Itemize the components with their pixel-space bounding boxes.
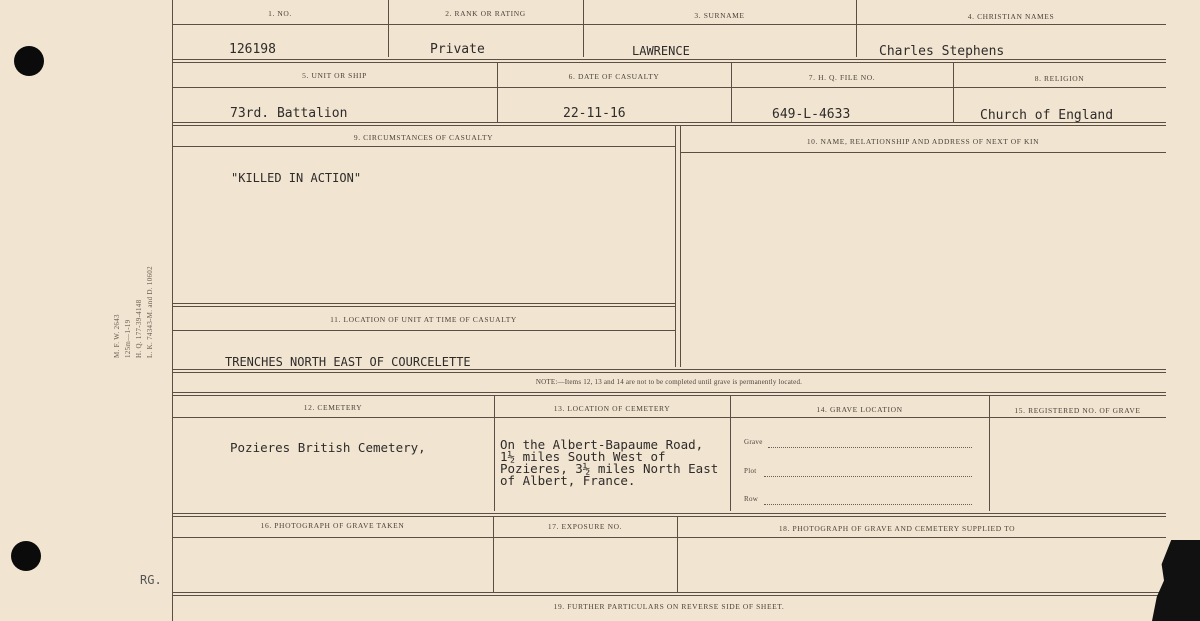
- label-location-cemetery: 13. LOCATION OF CEMETERY: [553, 404, 671, 413]
- divider: [680, 152, 1166, 153]
- divider: [172, 513, 1166, 517]
- row-dotted-line: [764, 503, 972, 505]
- value-rank: Private: [430, 42, 485, 57]
- value-location-cemetery: On the Albert-Bapaume Road, 1½ miles South West of Pozieres, 3½ miles North East of Albert, France.: [500, 437, 719, 488]
- label-location-unit: 11. LOCATION OF UNIT AT TIME OF CASUALTY: [330, 315, 517, 324]
- value-hq-file: 649-L-4633: [772, 107, 851, 122]
- divider: [680, 125, 681, 367]
- printer-marks: M. F. W. 2643 125m—1-19 H. Q. 177-39-4148 L. K. 74343-M. and D. 10602: [113, 266, 154, 358]
- label-no: 1. NO.: [268, 9, 292, 18]
- label-christian-names: 4. CHRISTIAN NAMES: [967, 12, 1055, 21]
- label-circumstances: 9. CIRCUMSTANCES OF CASUALTY: [353, 133, 494, 142]
- label-exposure: 17. EXPOSURE NO.: [547, 522, 623, 531]
- label-cemetery: 12. CEMETERY: [303, 403, 363, 412]
- divider: [675, 125, 676, 367]
- divider: [172, 303, 675, 307]
- divider: [172, 417, 1166, 418]
- value-christian-names: Charles Stephens: [879, 44, 1005, 59]
- value-date-casualty: 22-11-16: [563, 106, 626, 121]
- divider: [583, 0, 584, 57]
- damaged-corner: [1152, 540, 1200, 621]
- row-label: Row: [744, 495, 759, 503]
- label-surname: 3. SURNAME: [694, 11, 745, 20]
- rg-mark: RG.: [140, 573, 162, 587]
- divider: [731, 62, 732, 122]
- divider: [172, 592, 1166, 596]
- note-text: NOTE:—Items 12, 13 and 14 are not to be completed until grave is permanently located.: [535, 378, 803, 386]
- value-location-unit: TRENCHES NORTH EAST OF COURCELETTE: [225, 355, 471, 369]
- divider: [172, 146, 675, 147]
- value-unit: 73rd. Battalion: [230, 106, 348, 121]
- value-surname: LAWRENCE: [632, 44, 690, 58]
- divider: [172, 87, 1166, 88]
- divider: [953, 62, 954, 122]
- grave-dotted-line: [768, 446, 972, 448]
- divider: [172, 392, 1166, 396]
- label-rank: 2. RANK OR RATING: [445, 9, 526, 18]
- label-further-particulars: 19. FURTHER PARTICULARS ON REVERSE SIDE OF SHEET.: [553, 602, 785, 611]
- value-cemetery: Pozieres British Cemetery,: [230, 440, 426, 455]
- binder-hole-bottom: [11, 541, 41, 571]
- value-circumstances: "KILLED IN ACTION": [231, 171, 362, 185]
- label-unit: 5. UNIT OR SHIP: [302, 71, 367, 80]
- label-photo-supplied: 18. PHOTOGRAPH OF GRAVE AND CEMETERY SUPPLIED TO: [778, 524, 1016, 533]
- divider: [172, 59, 1166, 63]
- value-religion: Church of England: [980, 108, 1114, 123]
- divider: [856, 0, 857, 57]
- divider: [497, 62, 498, 122]
- divider: [172, 330, 675, 331]
- label-religion: 8. RELIGION: [1034, 74, 1085, 83]
- label-grave-location: 14. GRAVE LOCATION: [816, 405, 903, 414]
- label-date-casualty: 6. DATE OF CASUALTY: [568, 72, 660, 81]
- divider: [172, 537, 1166, 538]
- label-next-of-kin: 10. NAME, RELATIONSHIP AND ADDRESS OF NEXT OF KIN: [806, 137, 1040, 146]
- plot-dotted-line: [764, 475, 972, 477]
- value-no: 126198: [229, 42, 276, 57]
- divider: [172, 24, 1166, 25]
- label-hq-file: 7. H. Q. FILE NO.: [808, 73, 876, 82]
- binder-hole-top: [14, 46, 44, 76]
- label-photo-taken: 16. PHOTOGRAPH OF GRAVE TAKEN: [260, 521, 405, 530]
- grave-label: Grave: [744, 438, 763, 446]
- divider: [172, 369, 1166, 373]
- plot-label: Plot: [744, 467, 757, 475]
- label-registered-no: 15. REGISTERED NO. OF GRAVE: [1014, 406, 1141, 415]
